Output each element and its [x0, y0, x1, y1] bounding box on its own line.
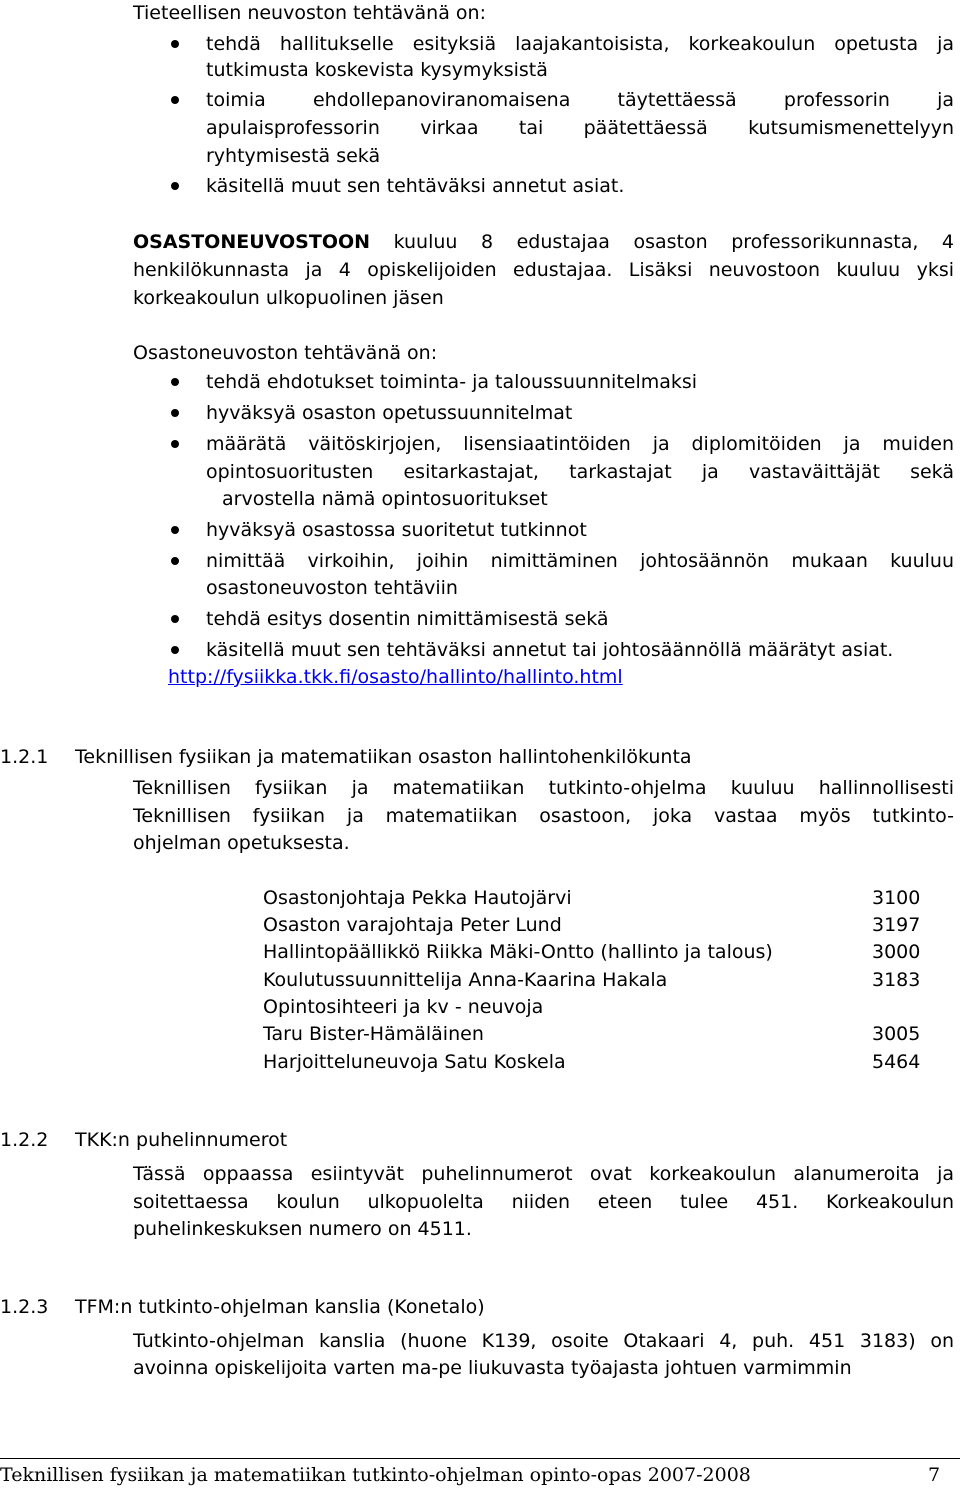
dept-bullet-7: käsitellä muut sen tehtäväksi annetut tai johtosäännöllä määrätyt asiat. [206, 639, 894, 661]
council-bullet-2-line-1: toimia ehdollepanoviranomaisena täytettäessä professorin ja [206, 89, 954, 111]
dept-council-line-1-rest: kuuluu 8 edustajaa osaston professorikunnasta, 4 [393, 231, 954, 253]
council-bullet-1-line-2: tutkimusta koskevista kysymyksistä [206, 59, 548, 81]
section-121-paragraph-line-2: Teknillisen fysiikan ja matematiikan osastoon, joka vastaa myös tutkinto- [133, 805, 954, 827]
section-123-title: TFM:n tutkinto-ohjelman kanslia (Konetalo) [75, 1296, 485, 1318]
staff-phone: 5464 [872, 1051, 921, 1073]
staff-phone: 3000 [872, 941, 921, 963]
bullet-icon [171, 440, 179, 448]
dept-bullet-2: hyväksyä osaston opetussuunnitelmat [206, 402, 573, 424]
staff-name: Harjoitteluneuvoja Satu Koskela [263, 1051, 566, 1073]
dept-bullet-1: tehdä ehdotukset toiminta- ja taloussuunnitelmaksi [206, 371, 698, 393]
dept-council-line-2: henkilökunnasta ja 4 opiskelijoiden edustajaa. Lisäksi neuvostoon kuuluu yksi [133, 259, 954, 281]
bullet-icon [171, 182, 179, 190]
dept-bullet-5-line-2: osastoneuvoston tehtäviin [206, 577, 458, 599]
section-122-number: 1.2.2 [0, 1129, 49, 1151]
staff-name: Koulutussuunnittelija Anna-Kaarina Hakala [263, 969, 668, 991]
staff-name: Taru Bister-Hämäläinen [263, 1023, 484, 1045]
dept-bullet-3-line-3: arvostella nämä opintosuoritukset [222, 488, 548, 510]
section-123-paragraph-line-2: avoinna opiskelijoita varten ma-pe liukuvasta työajasta johtuen varmimmin [133, 1357, 852, 1379]
footer-text: Teknillisen fysiikan ja matematiikan tutkinto-ohjelman opinto-opas 2007-2008 [0, 1464, 751, 1486]
staff-name: Hallintopäällikkö Riikka Mäki-Ontto (hallinto ja talous) [263, 941, 773, 963]
dept-bullet-3-line-2: opintosuoritusten esitarkastajat, tarkastajat ja vastaväittäjät sekä [206, 461, 954, 483]
bullet-icon [171, 40, 179, 48]
dept-bullet-4: hyväksyä osastossa suoritetut tutkinnot [206, 519, 587, 541]
bullet-icon [171, 646, 179, 654]
bullet-icon [171, 526, 179, 534]
dept-bullet-5-line-1: nimittää virkoihin, joihin nimittäminen johtosäännön mukaan kuuluu [206, 550, 954, 572]
dept-council-line-1 [133, 229, 954, 255]
staff-name: Osastonjohtaja Pekka Hautojärvi [263, 887, 572, 909]
council-intro: Tieteellisen neuvoston tehtävänä on: [133, 2, 486, 24]
staff-name: Opintosihteeri ja kv - neuvoja [263, 996, 544, 1018]
staff-name: Osaston varajohtaja Peter Lund [263, 914, 562, 936]
section-121-number: 1.2.1 [0, 746, 49, 768]
bullet-icon [171, 557, 179, 565]
section-122-paragraph-line-2: soitettaessa koulun ulkopuolelta niiden eteen tulee 451. Korkeakoulun [133, 1191, 954, 1213]
council-bullet-2-line-3: ryhtymisestä sekä [206, 145, 381, 167]
council-bullet-2-line-2: apulaisprofessorin virkaa tai päätettäessä kutsumismenettelyyn [206, 117, 954, 139]
section-123-number: 1.2.3 [0, 1296, 49, 1318]
dept-council-intro: Osastoneuvoston tehtävänä on: [133, 342, 438, 364]
dept-bullet-3-line-1: määrätä väitöskirjojen, lisensiaatintöiden ja diplomitöiden ja muiden [206, 433, 954, 455]
dept-bullet-6: tehdä esitys dosentin nimittämisestä sekä [206, 608, 609, 630]
staff-phone: 3197 [872, 914, 921, 936]
footer-rule [0, 1458, 960, 1459]
section-123-paragraph-line-1: Tutkinto-ohjelman kanslia (huone K139, osoite Otakaari 4, puh. 451 3183) on [133, 1330, 954, 1352]
bullet-icon [171, 615, 179, 623]
staff-phone: 3183 [872, 969, 921, 991]
bullet-icon [171, 378, 179, 386]
bullet-icon [171, 96, 179, 104]
bullet-icon [171, 409, 179, 417]
staff-phone: 3005 [872, 1023, 921, 1045]
section-122-title: TKK:n puhelinnumerot [75, 1129, 288, 1151]
council-bullet-1-line-1: tehdä hallitukselle esityksiä laajakantoisista, korkeakoulun opetusta ja [206, 33, 954, 55]
staff-phone: 3100 [872, 887, 921, 909]
section-121-paragraph-line-1: Teknillisen fysiikan ja matematiikan tutkinto-ohjelma kuuluu hallinnollisesti [133, 777, 954, 799]
section-122-paragraph-line-1: Tässä oppaassa esiintyvät puhelinnumerot ovat korkeakoulun alanumeroita ja [133, 1163, 954, 1185]
dept-council-heading: OSASTONEUVOSTOON [133, 231, 371, 253]
council-bullet-3-line-1: käsitellä muut sen tehtäväksi annetut asiat. [206, 175, 625, 197]
dept-council-line-3: korkeakoulun ulkopuolinen jäsen [133, 287, 444, 309]
page-number: 7 [928, 1464, 941, 1486]
administration-link[interactable]: http://fysiikka.tkk.fi/osasto/hallinto/hallinto.html [168, 666, 623, 688]
section-121-paragraph-line-3: ohjelman opetuksesta. [133, 832, 350, 854]
section-122-paragraph-line-3: puhelinkeskuksen numero on 4511. [133, 1218, 472, 1240]
section-121-title: Teknillisen fysiikan ja matematiikan osaston hallintohenkilökunta [75, 746, 692, 768]
